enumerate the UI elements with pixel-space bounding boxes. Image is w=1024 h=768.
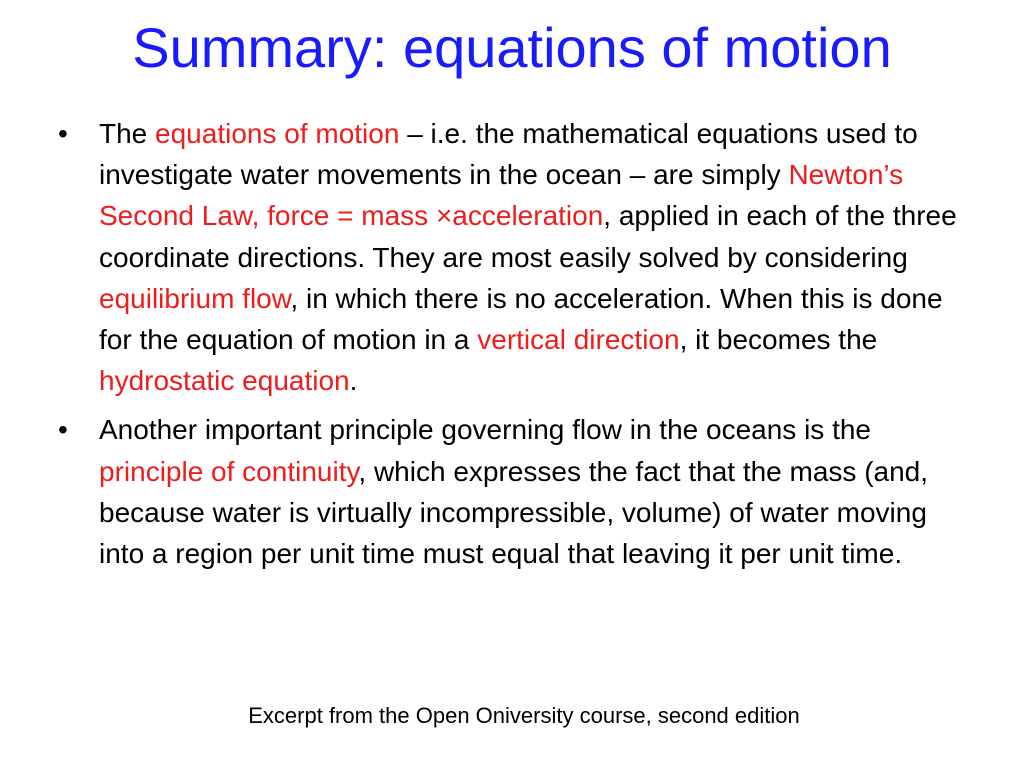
bullet-text — [99, 414, 928, 569]
text-segment: , which expresses the fact that the mass (and, because water is virtually incompressible, volume) of water moving into a region per unit time must equal that leaving it per unit time. — [99, 455, 929, 570]
footer-caption: Excerpt from the Open Oniversity course, second edition — [248, 703, 800, 728]
highlighted-term: equations of motion — [155, 118, 400, 149]
bullet-icon: • — [58, 118, 68, 149]
highlighted-term: hydrostatic equation — [99, 365, 350, 397]
bullet-list — [58, 113, 958, 582]
highlighted-term: equilibrium flow — [99, 282, 291, 314]
highlighted-term: principle of continuity — [99, 455, 359, 487]
text-segment: . — [349, 365, 358, 397]
bullet-icon: • — [58, 414, 68, 446]
bullet-text — [99, 118, 957, 396]
text-segment: , applied in each of the three coordinate directions. They are most easily solved by considering — [99, 200, 957, 273]
bullet-item — [58, 113, 958, 401]
text-segment: Another important principle governing flow in the oceans is the — [99, 414, 871, 446]
highlighted-term: vertical direction — [477, 324, 680, 356]
text-segment: , it becomes the — [679, 324, 878, 356]
highlighted-term: Newton’s Second Law, force = mass ×acceleration — [99, 159, 904, 232]
bullet-item — [58, 409, 958, 574]
text-segment: , in which there is no acceleration. When this is done for the equation of motion in a — [99, 282, 943, 356]
text-segment: The — [99, 118, 156, 149]
slide-title: Summary: equations of motion — [132, 16, 892, 79]
text-segment: – i.e. the mathematical equations used to investigate water movements in the ocean – are simply — [99, 118, 918, 191]
